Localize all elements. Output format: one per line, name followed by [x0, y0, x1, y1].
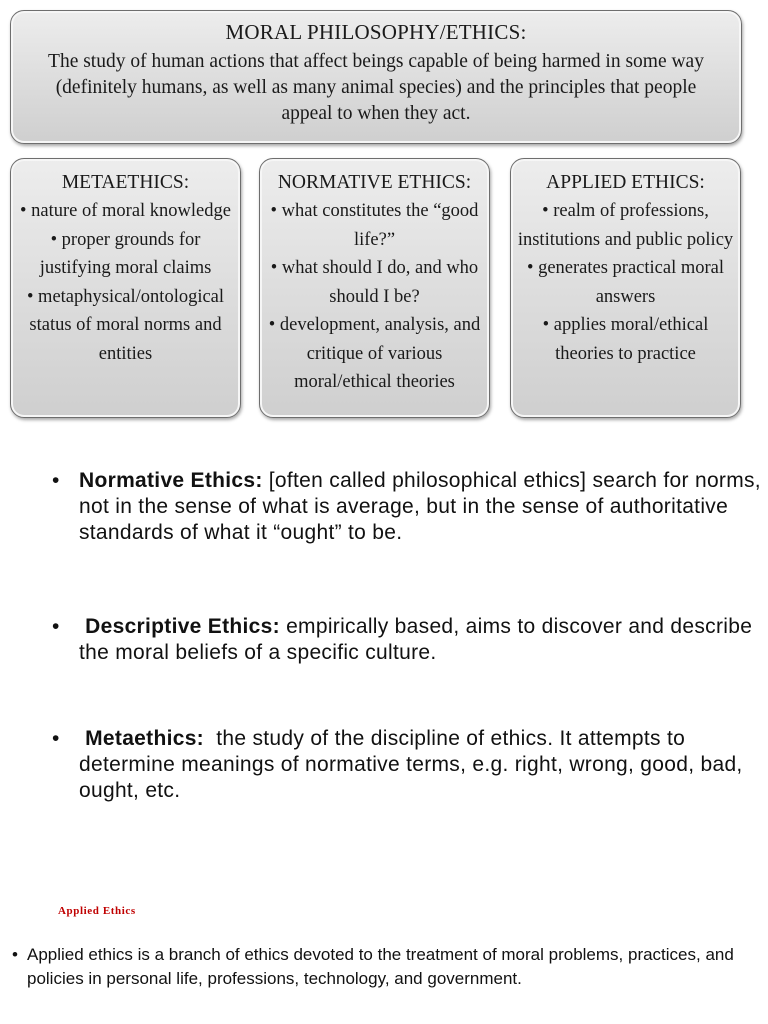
- definition-text: the study of the discipline of ethics. It attempts to determine meanings of normative terms, e.g. right, wrong, good, bad, ought, etc.: [79, 727, 743, 802]
- applied-ethics-item: • realm of professions, institutions and public policy: [517, 201, 734, 250]
- normative-ethics-list: [260, 197, 489, 397]
- metaethics-list: [11, 197, 240, 368]
- applied-ethics-text: Applied ethics is a branch of ethics devoted to the treatment of moral problems, practices, and policies in personal life, professions, technology, and government.: [27, 945, 734, 988]
- normative-ethics-item: • what constitutes the “good life?”: [270, 201, 479, 250]
- definition-term: Metaethics:: [85, 727, 204, 750]
- applied-ethics-paragraph: [10, 943, 755, 991]
- moral-philosophy-box: [10, 10, 742, 144]
- moral-philosophy-definition: The study of human actions that affect beings capable of being harmed in some way (definitely humans, as well as many animal species) and the principles that people appeal to when they act.: [48, 51, 704, 124]
- metaethics-box: [10, 158, 241, 418]
- bullet-marker: •: [12, 945, 18, 964]
- applied-ethics-heading: Applied Ethics: [58, 905, 136, 917]
- definition-term: Descriptive Ethics:: [85, 615, 280, 638]
- definition-text: empirically based, aims to discover and describe the moral beliefs of a specific culture.: [79, 615, 753, 664]
- applied-ethics-list: [511, 197, 740, 368]
- definition-term: Normative Ethics:: [79, 469, 263, 492]
- metaethics-item: • metaphysical/ontological status of moral norms and entities: [26, 286, 225, 364]
- metaethics-item: • proper grounds for justifying moral claims: [39, 229, 212, 278]
- bullet-marker: •: [52, 727, 60, 750]
- definition-metaethics: [52, 726, 768, 804]
- moral-philosophy-title: MORAL PHILOSOPHY/ETHICS:: [225, 20, 527, 44]
- applied-ethics-item: • generates practical moral answers: [526, 258, 725, 307]
- metaethics-title: METAETHICS:: [61, 172, 190, 193]
- normative-ethics-item: • what should I do, and who should I be?: [270, 258, 479, 307]
- definition-normative-ethics: [52, 468, 768, 546]
- bullet-marker: •: [52, 469, 60, 492]
- normative-ethics-item: • development, analysis, and critique of various moral/ethical theories: [268, 315, 481, 392]
- definition-text: [often called philosophical ethics] search for norms, not in the sense of what is average, but in the sense of authoritative standards of what it “ought” to be.: [79, 469, 761, 544]
- definition-descriptive-ethics: [52, 614, 768, 666]
- normative-ethics-box: [259, 158, 490, 418]
- bullet-marker: •: [52, 615, 60, 638]
- applied-ethics-title: APPLIED ETHICS:: [546, 172, 705, 193]
- applied-ethics-item: • applies moral/ethical theories to practice: [542, 315, 709, 364]
- normative-ethics-title: NORMATIVE ETHICS:: [277, 172, 472, 193]
- metaethics-item: • nature of moral knowledge: [20, 201, 231, 221]
- applied-ethics-box: [510, 158, 741, 418]
